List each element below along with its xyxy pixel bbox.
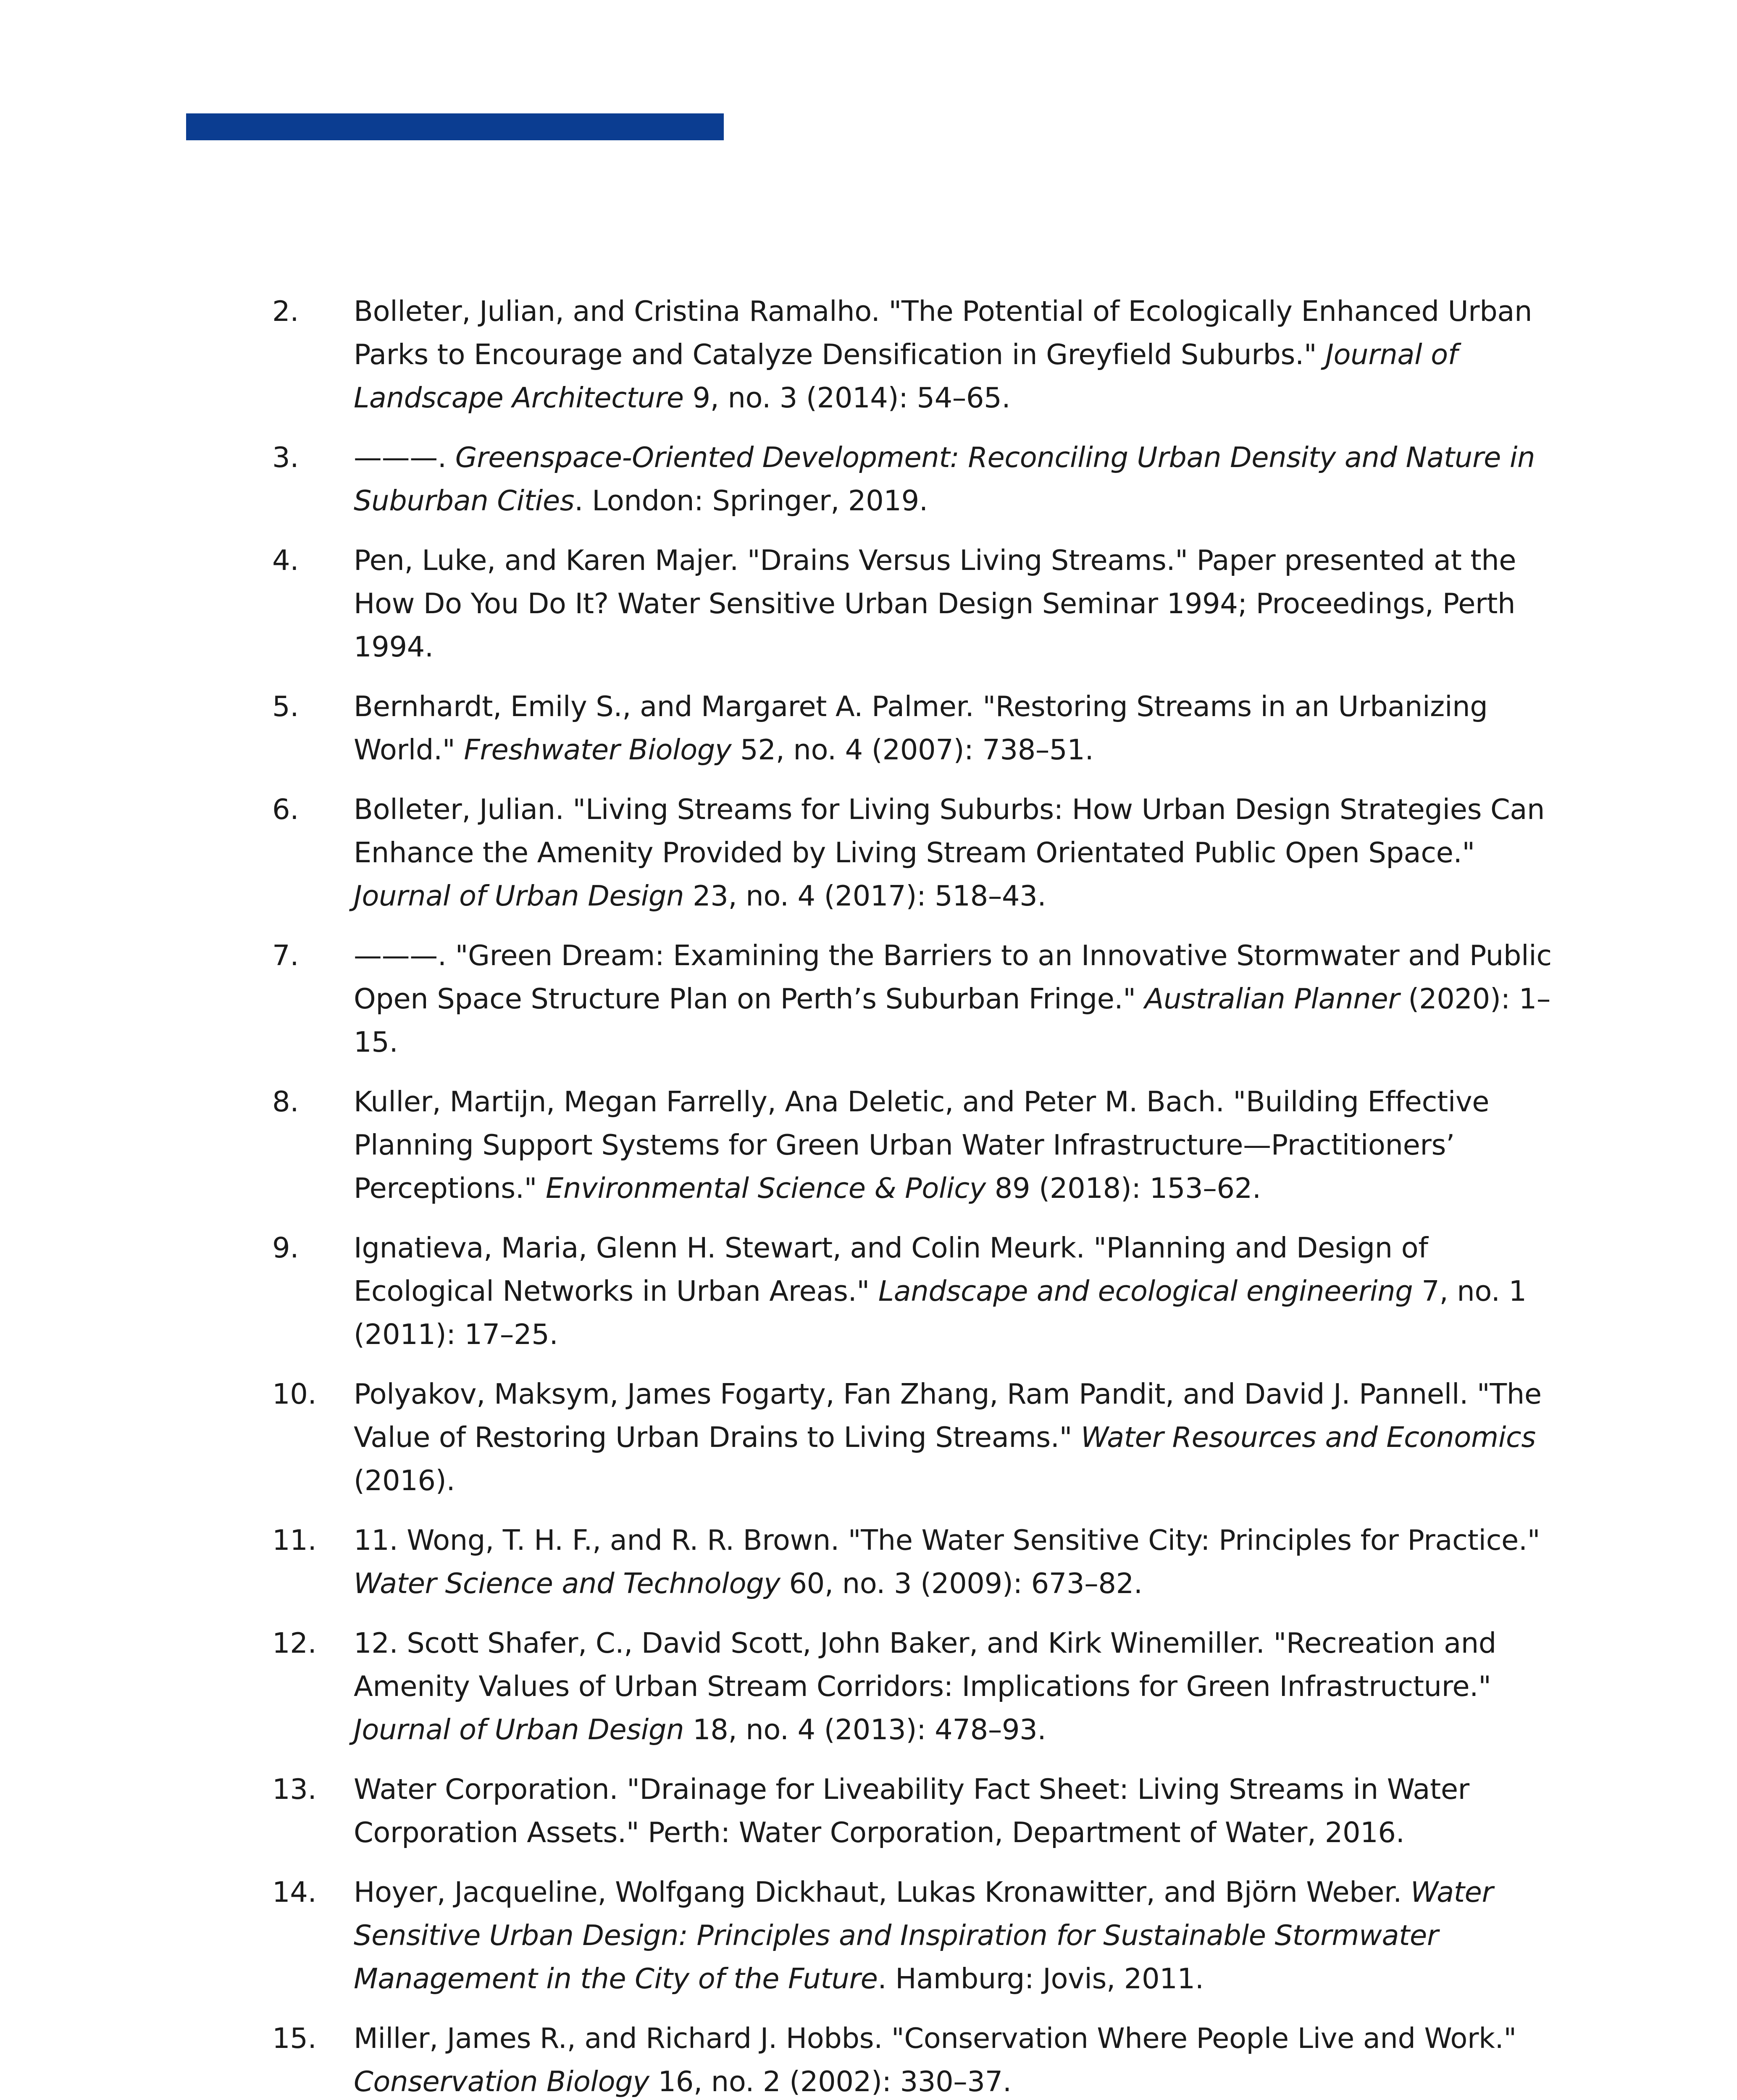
reference-title-italic: Journal of Urban Design xyxy=(354,1713,684,1746)
reference-text xyxy=(354,690,1487,766)
reference-text xyxy=(354,441,1535,517)
reference-item xyxy=(272,934,1570,1064)
reference-text-segment: 7, no. 1 (2011): 17–25. xyxy=(354,1275,1527,1351)
reference-title-italic: Journal of Landscape Architecture xyxy=(354,338,1458,414)
reference-text-segment: Pen, Luke, and Karen Majer. "Drains Versus Living Streams." Paper presented at the How Do You Do It? Water Sensitive Urban Design Seminar 1994; Proceedings, Perth 1994. xyxy=(354,544,1516,663)
reference-title-italic: Australian Planner xyxy=(1144,982,1400,1015)
reference-number: 7. xyxy=(272,939,299,972)
reference-text xyxy=(354,1773,1469,1849)
reference-number: 2. xyxy=(272,295,299,328)
reference-text-segment: 16, no. 2 (2002): 330–37. xyxy=(649,2065,1012,2098)
reference-number: 14. xyxy=(272,1876,317,1908)
reference-text-segment: ———. "Green Dream: Examining the Barriers to an Innovative Stormwater and Public Open Space Structure Plan on Perth’s Suburban Fringe." xyxy=(354,939,1552,1015)
reference-text-segment: Polyakov, Maksym, James Fogarty, Fan Zhang, Ram Pandit, and David J. Pannell. "The Value of Restoring Urban Drains to Living Streams." xyxy=(354,1378,1542,1454)
reference-text xyxy=(354,544,1516,663)
reference-title-italic: Freshwater Biology xyxy=(464,733,732,766)
reference-text xyxy=(354,1627,1496,1746)
reference-text-segment: (2020): 1–15. xyxy=(354,982,1551,1058)
reference-title-italic: Conservation Biology xyxy=(354,2065,649,2098)
reference-list xyxy=(272,290,1570,2100)
reference-text-segment: Miller, James R., and Richard J. Hobbs. "Conservation Where People Live and Work." xyxy=(354,2022,1516,2055)
reference-text-segment: . London: Springer, 2019. xyxy=(574,484,928,517)
reference-text-segment: 9, no. 3 (2014): 54–65. xyxy=(683,381,1011,414)
reference-number: 6. xyxy=(272,793,299,826)
reference-item xyxy=(272,1519,1570,1605)
reference-item xyxy=(272,1226,1570,1356)
reference-title-italic: Water Sensitive Urban Design: Principles and Inspiration for Sustainable Stormwater Management in the City of the Future xyxy=(354,1876,1493,1995)
reference-number: 12. xyxy=(272,1627,317,1659)
reference-text-segment: Hoyer, Jacqueline, Wolfgang Dickhaut, Lukas Kronawitter, and Björn Weber. xyxy=(354,1876,1411,1908)
reference-text-segment: 11. Wong, T. H. F., and R. R. Brown. "The Water Sensitive City: Principles for Practice." xyxy=(354,1524,1540,1557)
reference-text-segment: Ignatieva, Maria, Glenn H. Stewart, and Colin Meurk. "Planning and Design of Ecological Networks in Urban Areas." xyxy=(354,1231,1428,1307)
reference-item xyxy=(272,1871,1570,2000)
reference-text xyxy=(354,1876,1493,1995)
reference-number: 8. xyxy=(272,1085,299,1118)
reference-title-italic: Journal of Urban Design xyxy=(354,879,684,912)
reference-text-segment: ———. xyxy=(354,441,455,474)
reference-item xyxy=(272,1080,1570,1210)
reference-number: 13. xyxy=(272,1773,317,1806)
reference-text-segment: 23, no. 4 (2017): 518–43. xyxy=(684,879,1046,912)
reference-text-segment: 18, no. 4 (2013): 478–93. xyxy=(684,1713,1046,1746)
reference-title-italic: Greenspace-Oriented Development: Reconciling Urban Density and Nature in Suburban Cities xyxy=(354,441,1535,517)
reference-number: 15. xyxy=(272,2022,317,2055)
reference-text-segment: . Hamburg: Jovis, 2011. xyxy=(878,1962,1204,1995)
reference-title-italic: Water Resources and Economics xyxy=(1080,1421,1536,1454)
reference-number: 11. xyxy=(272,1524,317,1557)
reference-number: 10. xyxy=(272,1378,317,1410)
reference-item xyxy=(272,1768,1570,1854)
reference-text xyxy=(354,939,1552,1058)
reference-item xyxy=(272,436,1570,522)
reference-text-segment: 89 (2018): 153–62. xyxy=(985,1172,1261,1205)
reference-text xyxy=(354,1231,1527,1351)
reference-text-segment: Bolleter, Julian, and Cristina Ramalho. "The Potential of Ecologically Enhanced Urban Parks to Encourage and Catalyze Densification in Greyfield Suburbs." xyxy=(354,295,1532,371)
reference-text-segment: 52, no. 4 (2007): 738–51. xyxy=(731,733,1094,766)
reference-text-segment: Kuller, Martijn, Megan Farrelly, Ana Deletic, and Peter M. Bach. "Building Effective Planning Support Systems for Green Urban Water Infrastructure—Practitioners’ Perceptions." xyxy=(354,1085,1490,1205)
reference-item xyxy=(272,685,1570,772)
reference-text-segment: 12. Scott Shafer, C., David Scott, John Baker, and Kirk Winemiller. "Recreation and Amenity Values of Urban Stream Corridors: Implications for Green Infrastructure." xyxy=(354,1627,1496,1703)
reference-item xyxy=(272,788,1570,918)
reference-item xyxy=(272,539,1570,669)
reference-text-segment: Bolleter, Julian. "Living Streams for Living Suburbs: How Urban Design Strategies Can Enhance the Amenity Provided by Living Stream Orientated Public Open Space." xyxy=(354,793,1545,869)
reference-item xyxy=(272,2017,1570,2100)
reference-text xyxy=(354,1085,1489,1205)
reference-text xyxy=(354,793,1545,912)
reference-title-italic: Landscape and ecological engineering xyxy=(878,1275,1413,1307)
header-accent-bar xyxy=(186,113,724,140)
reference-item xyxy=(272,290,1570,420)
reference-number: 9. xyxy=(272,1231,299,1264)
reference-title-italic: Environmental Science & Policy xyxy=(545,1172,986,1205)
reference-text xyxy=(354,1524,1540,1600)
reference-text-segment: (2016). xyxy=(354,1464,455,1497)
reference-text xyxy=(354,295,1532,414)
reference-title-italic: Water Science and Technology xyxy=(354,1567,780,1600)
reference-number: 5. xyxy=(272,690,299,723)
reference-item xyxy=(272,1373,1570,1502)
reference-text-segment: 60, no. 3 (2009): 673–82. xyxy=(780,1567,1143,1600)
reference-text-segment: Bernhardt, Emily S., and Margaret A. Palmer. "Restoring Streams in an Urbanizing World." xyxy=(354,690,1488,766)
reference-item xyxy=(272,1622,1570,1751)
reference-text xyxy=(354,2022,1516,2098)
reference-number: 4. xyxy=(272,544,299,577)
reference-text xyxy=(354,1378,1542,1497)
reference-number: 3. xyxy=(272,441,299,474)
reference-text-segment: Water Corporation. "Drainage for Liveability Fact Sheet: Living Streams in Water Corporation Assets." Perth: Water Corporation, Department of Water, 2016. xyxy=(354,1773,1469,1849)
